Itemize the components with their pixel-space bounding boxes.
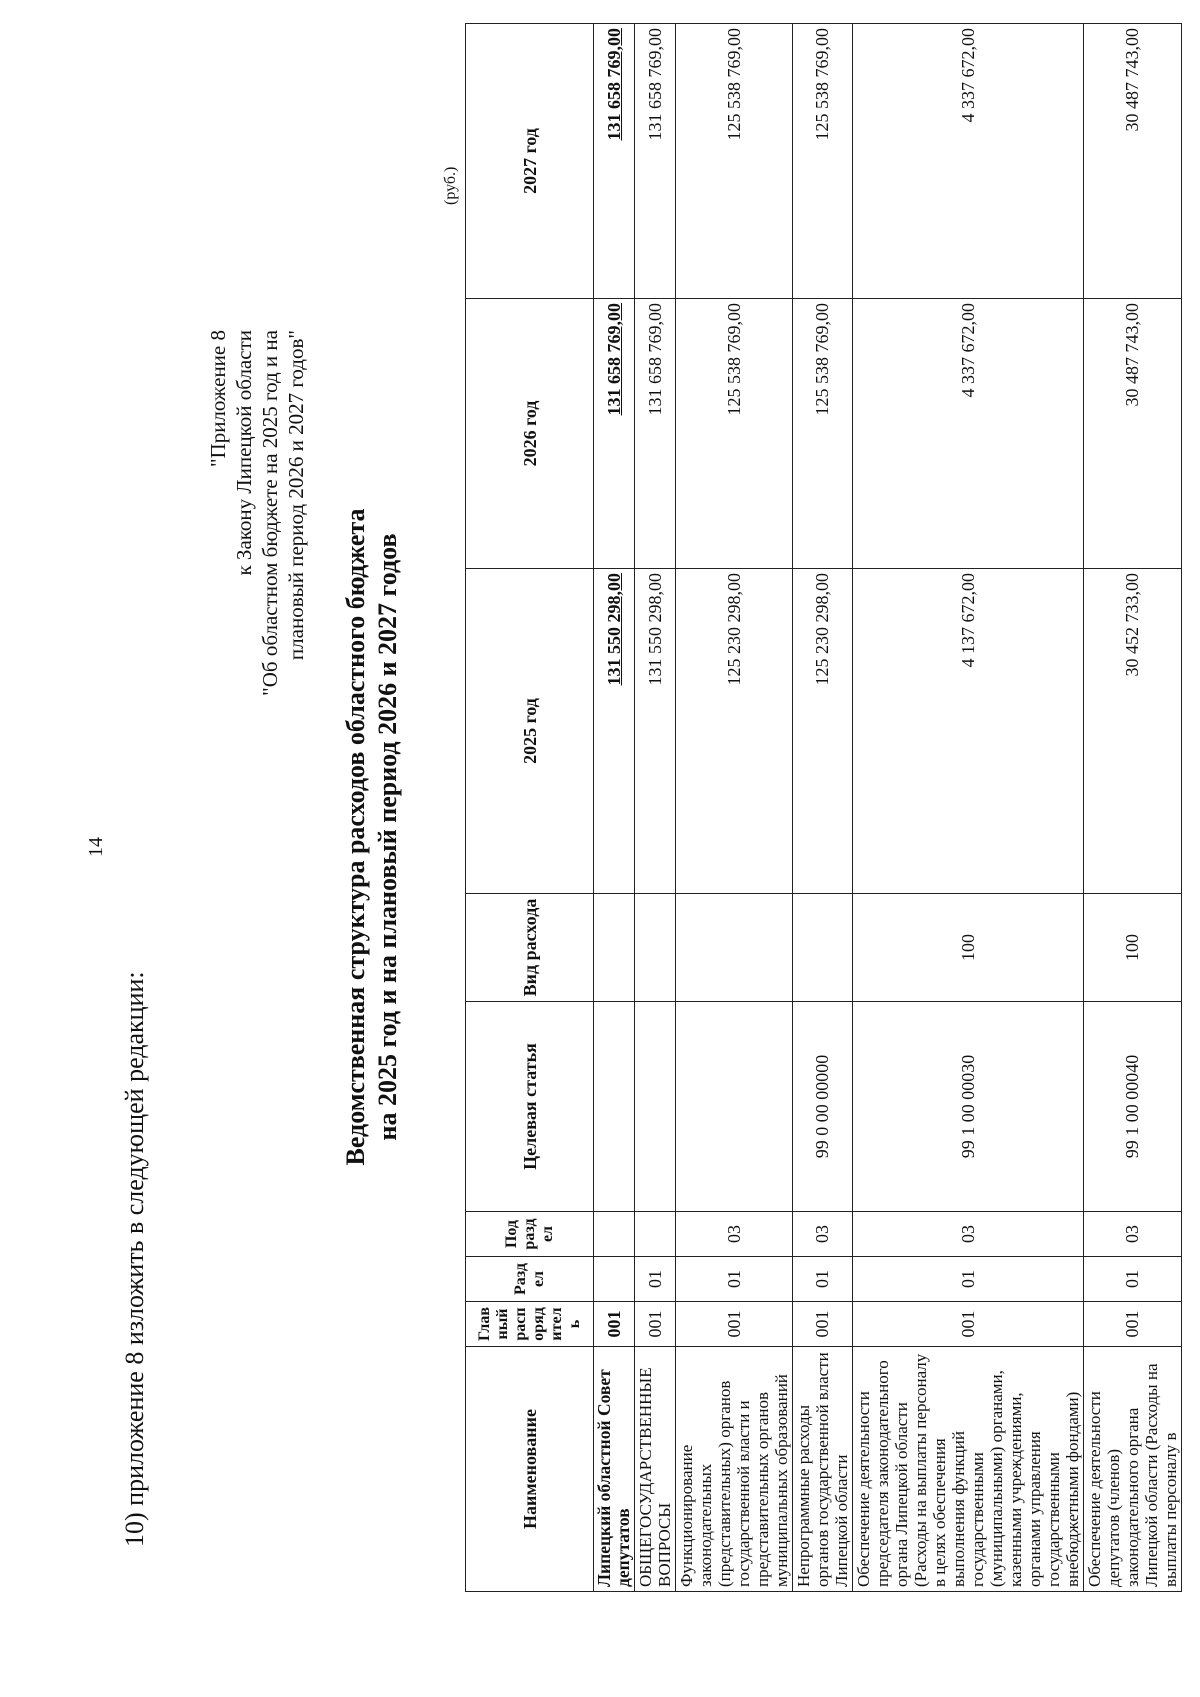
header-celevaya: Целевая статья bbox=[466, 1002, 594, 1212]
row-2025: 30 452 733,00 bbox=[1084, 569, 1182, 894]
row-podrazdel: 03 bbox=[853, 1212, 1084, 1257]
row-gr: 001 bbox=[635, 1302, 676, 1347]
row-gr: 001 bbox=[853, 1302, 1084, 1347]
row-name: Обеспечение деятельности депутатов (членов) законодательного органа Липецкой области (Расходы на выплаты персоналу в bbox=[1084, 1347, 1182, 1592]
row-gr: 001 bbox=[676, 1302, 793, 1347]
appendix-line-4: плановый период 2026 и 2027 годов" bbox=[284, 330, 308, 661]
table-row bbox=[853, 24, 1084, 1592]
row-2026: 131 658 769,00 bbox=[635, 299, 676, 569]
row-vid bbox=[793, 894, 853, 1002]
currency-unit: (руб.) bbox=[442, 166, 459, 205]
row-name: Обеспечение деятельности председателя законодательного органа Липецкой области (Расходы на выплаты персоналу в целях обеспечения выполнения функций государственными (муниципальными) органами, казенными учреждениями, органами управления государственными внебюджетными фондами) bbox=[853, 1347, 1084, 1592]
row-name: Непрограммные расходы органов государственной власти Липецкой области bbox=[793, 1347, 853, 1592]
row-celevaya bbox=[594, 1002, 635, 1212]
row-2025: 131 550 298,00 bbox=[635, 569, 676, 894]
table-row bbox=[676, 24, 793, 1592]
appendix-line-1: "Приложение 8 bbox=[206, 330, 230, 468]
row-name: Функционирование законодательных (представительных) органов государственной власти и представительных органов муниципальных образований bbox=[676, 1347, 793, 1592]
row-razdel: 01 bbox=[635, 1257, 676, 1302]
header-2026: 2026 год bbox=[466, 299, 594, 569]
row-celevaya: 99 1 00 00030 bbox=[853, 1002, 1084, 1212]
row-razdel: 01 bbox=[853, 1257, 1084, 1302]
row-podrazdel: 03 bbox=[793, 1212, 853, 1257]
header-2027: 2027 год bbox=[466, 24, 594, 299]
header-2025: 2025 год bbox=[466, 569, 594, 894]
row-2026: 125 538 769,00 bbox=[793, 299, 853, 569]
title-line-2: на 2025 год и на плановый период 2026 и 2027 годов bbox=[373, 533, 402, 1141]
row-celevaya: 99 1 00 00040 bbox=[1084, 1002, 1182, 1212]
row-gr: 001 bbox=[793, 1302, 853, 1347]
row-2027: 131 658 769,00 bbox=[635, 24, 676, 299]
row-2025: 125 230 298,00 bbox=[676, 569, 793, 894]
row-2026: 4 337 672,00 bbox=[853, 299, 1084, 569]
page-number: 14 bbox=[85, 837, 107, 857]
row-2025: 125 230 298,00 bbox=[793, 569, 853, 894]
table-header-row bbox=[466, 24, 594, 1592]
row-name: ОБЩЕГОСУДАРСТВЕННЫЕ ВОПРОСЫ bbox=[635, 1347, 676, 1592]
header-gr: Главный распорядитель bbox=[466, 1302, 594, 1347]
header-razdel: Раздел bbox=[466, 1257, 594, 1302]
row-celevaya bbox=[676, 1002, 793, 1212]
row-podrazdel: 03 bbox=[1084, 1212, 1182, 1257]
row-celevaya: 99 0 00 00000 bbox=[793, 1002, 853, 1212]
row-razdel: 01 bbox=[676, 1257, 793, 1302]
row-celevaya bbox=[635, 1002, 676, 1212]
appendix-line-3: "Об областном бюджете на 2025 год и на bbox=[258, 330, 282, 696]
row-vid: 100 bbox=[853, 894, 1084, 1002]
row-2026: 30 487 743,00 bbox=[1084, 299, 1182, 569]
header-name: Наименование bbox=[466, 1347, 594, 1592]
row-gr: 001 bbox=[1084, 1302, 1182, 1347]
row-podrazdel bbox=[635, 1212, 676, 1257]
row-gr: 001 bbox=[594, 1302, 635, 1347]
row-podrazdel bbox=[594, 1212, 635, 1257]
row-2027: 131 658 769,00 bbox=[594, 24, 635, 299]
table-row bbox=[793, 24, 853, 1592]
document-title bbox=[340, 337, 404, 1337]
table-row bbox=[594, 24, 635, 1592]
row-2027: 125 538 769,00 bbox=[676, 24, 793, 299]
budget-table bbox=[465, 23, 1182, 1592]
row-razdel bbox=[594, 1257, 635, 1302]
row-podrazdel: 03 bbox=[676, 1212, 793, 1257]
row-vid: 100 bbox=[1084, 894, 1182, 1002]
row-vid bbox=[594, 894, 635, 1002]
row-2027: 30 487 743,00 bbox=[1084, 24, 1182, 299]
header-podrazdel: Подраздел bbox=[466, 1212, 594, 1257]
row-2025: 4 137 672,00 bbox=[853, 569, 1084, 894]
row-2027: 4 337 672,00 bbox=[853, 24, 1084, 299]
header-vid: Вид расхода bbox=[466, 894, 594, 1002]
title-line-1: Ведомственная структура расходов областного бюджета bbox=[341, 508, 370, 1166]
row-2027: 125 538 769,00 bbox=[793, 24, 853, 299]
row-2026: 125 538 769,00 bbox=[676, 299, 793, 569]
row-razdel: 01 bbox=[1084, 1257, 1182, 1302]
row-2026: 131 658 769,00 bbox=[594, 299, 635, 569]
row-2025: 131 550 298,00 bbox=[594, 569, 635, 894]
row-razdel: 01 bbox=[793, 1257, 853, 1302]
appendix-reference bbox=[205, 330, 309, 696]
table-row bbox=[1084, 24, 1182, 1592]
table-row bbox=[635, 24, 676, 1592]
row-name: Липецкий областной Совет депутатов bbox=[594, 1347, 635, 1592]
row-vid bbox=[635, 894, 676, 1002]
intro-text: 10) приложение 8 изложить в следующей редакции: bbox=[120, 971, 149, 1547]
appendix-line-2: к Закону Липецкой области bbox=[232, 330, 256, 576]
row-vid bbox=[676, 894, 793, 1002]
